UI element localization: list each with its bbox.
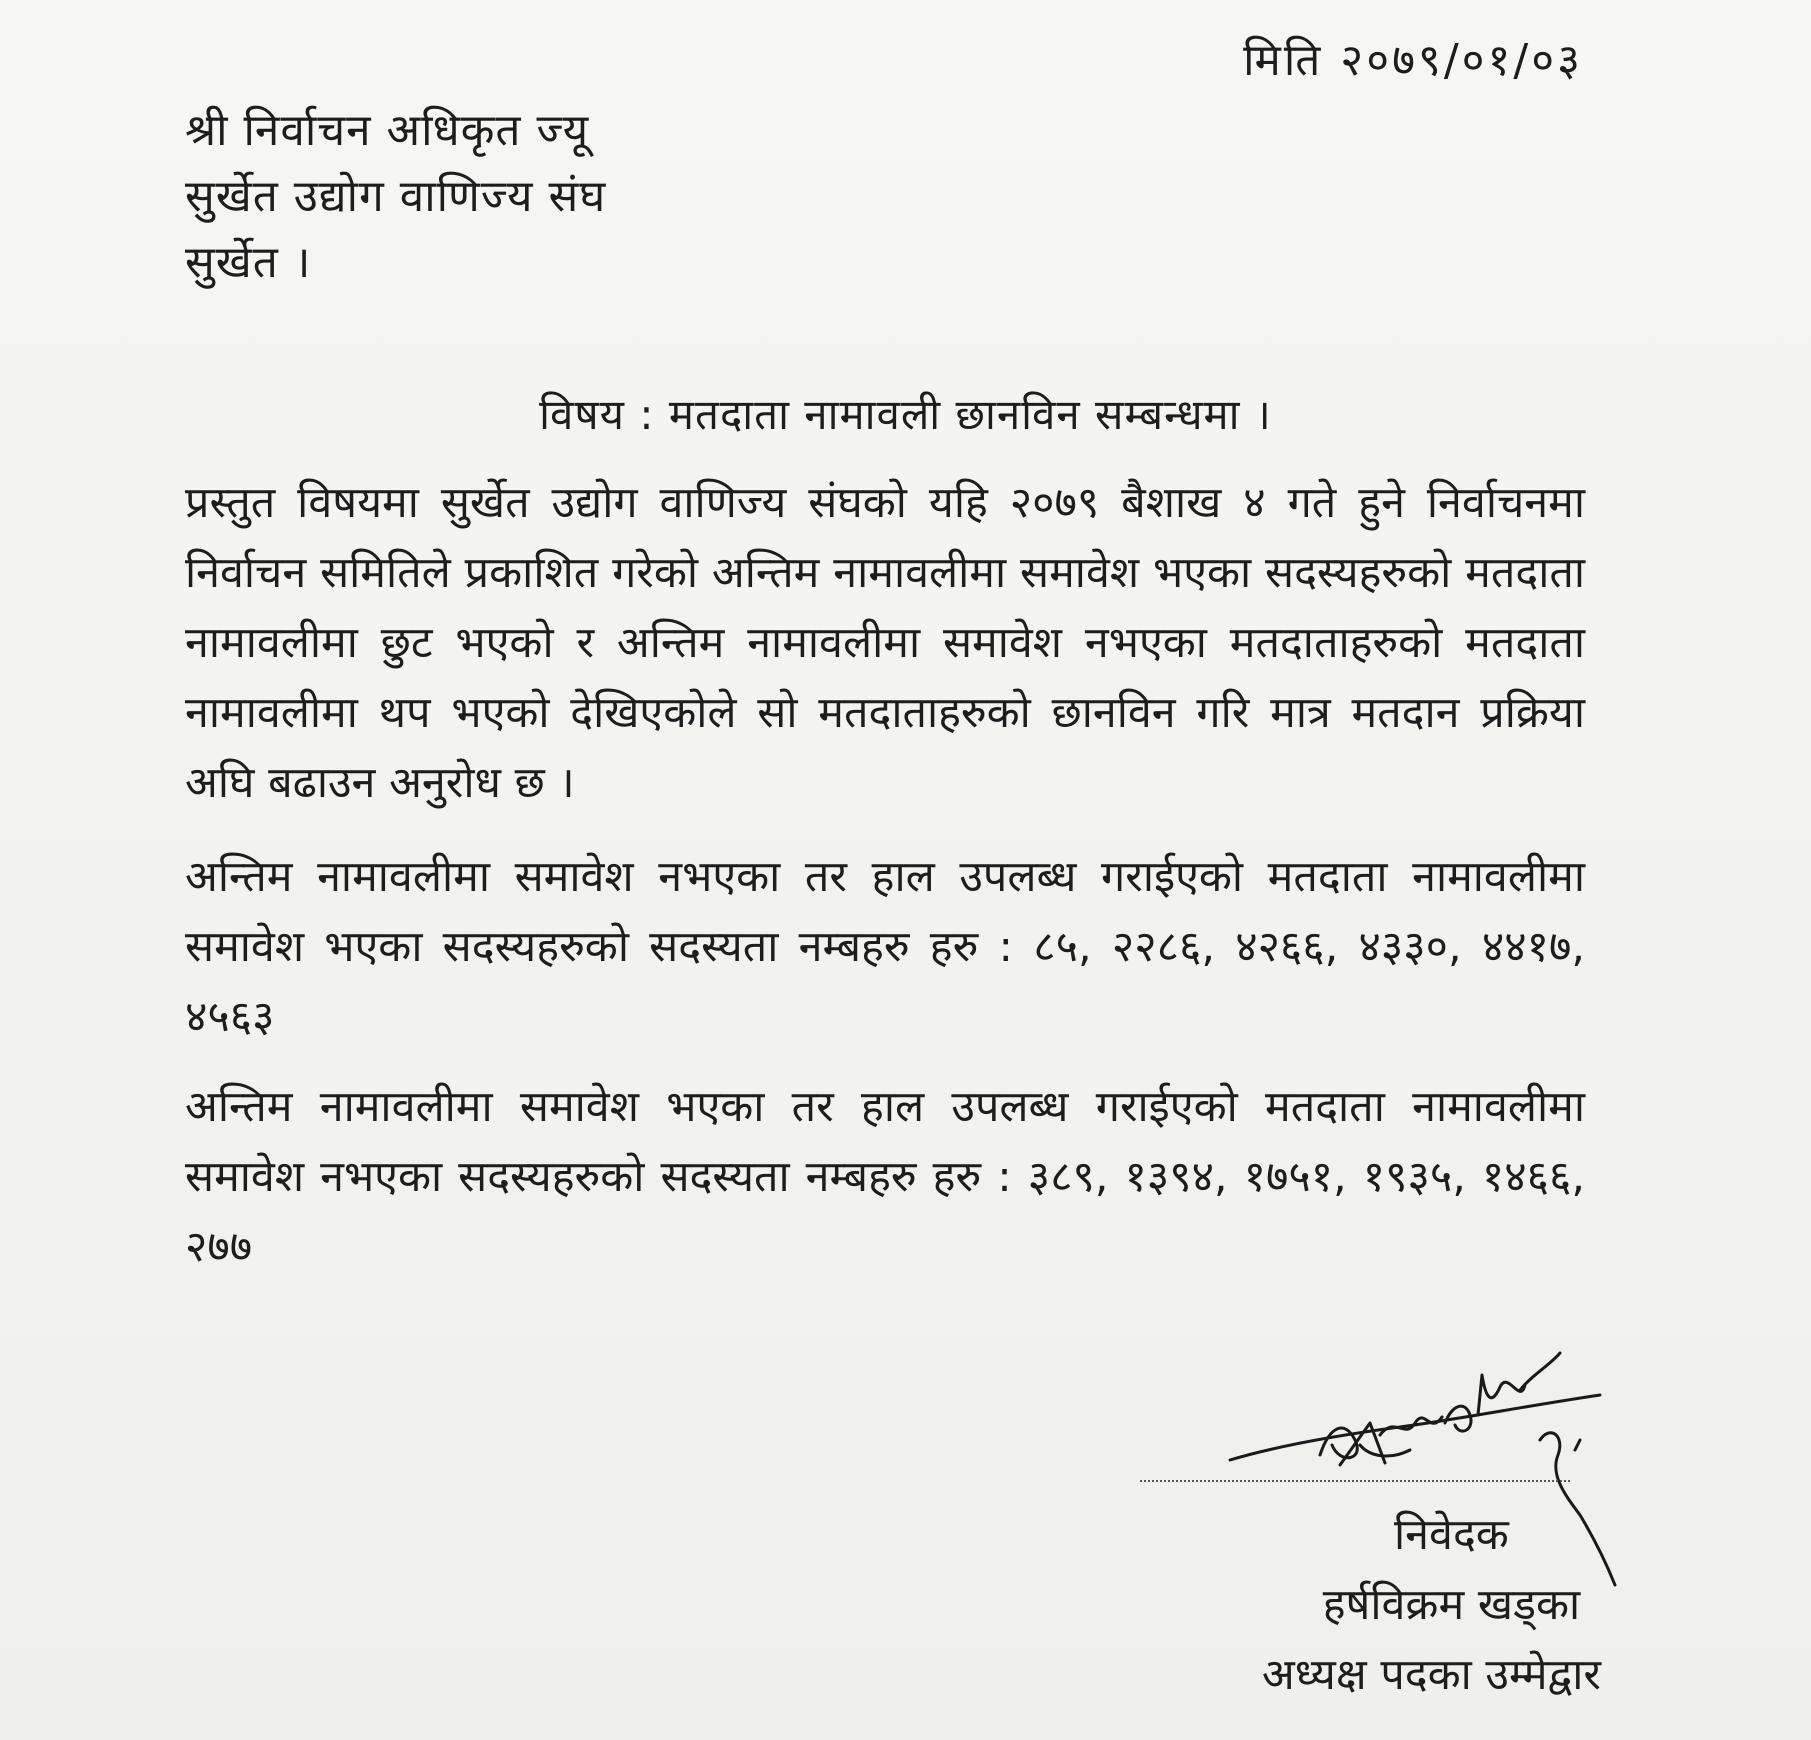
letter-subject: विषय : मतदाता नामावली छानविन सम्बन्धमा ।: [539, 390, 1272, 439]
closing-title: निवेदक: [1394, 1510, 1509, 1560]
closing-block: [1262, 1500, 1601, 1710]
body-paragraph-2: अन्तिम नामावलीमा समावेश नभएका तर हाल उपलब्ध गराईएको मतदाता नामावलीमा समावेश भएका सदस्यहरुको सदस्यता नम्बहरु हरु : ८५, २२८६, ४२६६, ४३३०, ४४१७, ४५६३: [185, 852, 1585, 1042]
address-line-3: सुर्खेत ।: [185, 237, 312, 288]
signatory-name: हर्षविक्रम खड्का: [1322, 1580, 1581, 1630]
body-paragraph-1: प्रस्तुत विषयमा सुर्खेत उद्योग वाणिज्य संघको यहि २०७९ बैशाख ४ गते हुने निर्वाचनमा निर्वाचन समितिले प्रकाशित गरेको अन्तिम नामावलीमा समावेश भएका सदस्यहरुको मतदाता नामावलीमा छुट भएको र अन्तिम नामावलीमा समावेश नभएका मतदाताहरुको मतदाता नामावलीमा थप भएको देखिएकोले सो मतदाताहरुको छानविन गरि मात्र मतदान प्रक्रिया अघि बढाउन अनुरोध छ ।: [185, 478, 1585, 808]
address-line-2: सुर्खेत उद्योग वाणिज्य संघ: [185, 171, 607, 222]
body-paragraph-3: अन्तिम नामावलीमा समावेश भएका तर हाल उपलब्ध गराईएको मतदाता नामावलीमा समावेश नभएका सदस्यहरुको सदस्यता नम्बहरु हरु : ३८९, १३९४, १७५१, १९३५, १४६६, २७७: [185, 1082, 1585, 1272]
letter-date: मिति २०७९/०१/०३: [1243, 35, 1583, 86]
signature-line: [1140, 1480, 1570, 1482]
address-line-1: श्री निर्वाचन अधिकृत ज्यू: [185, 105, 590, 156]
signatory-role: अध्यक्ष पदका उम्मेद्वार: [1261, 1650, 1601, 1700]
recipient-address: [185, 98, 606, 296]
